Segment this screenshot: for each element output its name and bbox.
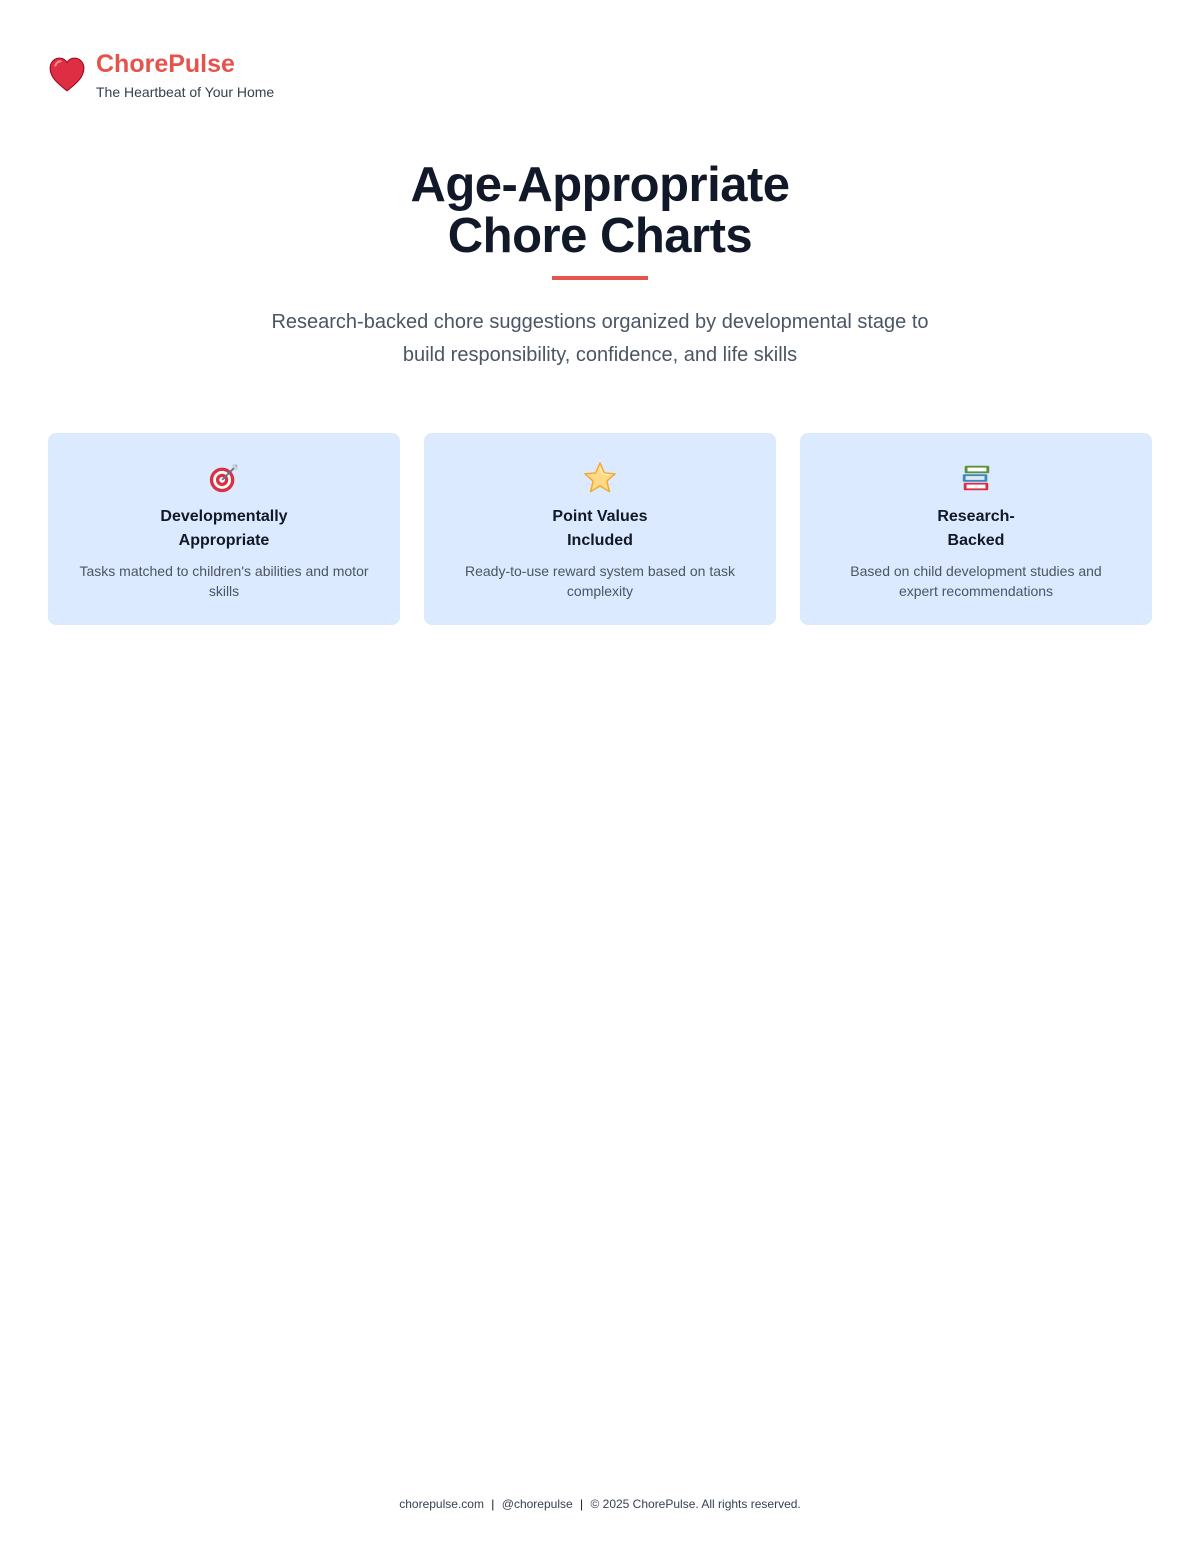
page-title-line-2: Chore Charts	[447, 209, 753, 263]
page-title	[0, 160, 1200, 262]
feature-title-line-1: Developmentally	[160, 508, 288, 525]
feature-description: Based on child development studies and expert recommendations	[850, 563, 1102, 599]
brand-name[interactable]: ChorePulse	[96, 50, 235, 78]
feature-title-line-2: Appropriate	[178, 532, 270, 549]
feature-title	[144, 505, 304, 553]
footer-website-link[interactable]: chorepulse.com	[399, 1497, 484, 1511]
page-subtitle: Research-backed chore suggestions organized by developmental stage to build responsibility, confidence, and life skills	[271, 311, 929, 366]
hero-section	[0, 160, 1200, 372]
title-divider	[552, 276, 648, 280]
footer-separator: |	[491, 1497, 495, 1511]
feature-description: Ready-to-use reward system based on task complexity	[464, 563, 735, 599]
books-icon	[959, 461, 993, 495]
feature-title-line-1: Research-	[937, 508, 1015, 525]
target-icon	[207, 461, 241, 495]
footer-separator: |	[580, 1497, 584, 1511]
page-footer	[0, 1495, 1200, 1513]
brand-header	[48, 50, 274, 101]
feature-description: Tasks matched to children's abilities and motor skills	[79, 563, 369, 599]
features-row	[48, 433, 1152, 625]
page-title-line-1: Age-Appropriate	[410, 158, 790, 212]
heart-icon	[48, 56, 86, 94]
brand-tagline: The Heartbeat of Your Home	[96, 84, 275, 100]
feature-title-line-2: Included	[567, 532, 633, 549]
feature-title	[896, 505, 1056, 553]
feature-card-point-values	[424, 433, 776, 625]
feature-card-developmentally-appropriate	[48, 433, 400, 625]
footer-social-handle[interactable]: @chorepulse	[501, 1497, 573, 1511]
feature-title-line-1: Point Values	[552, 508, 648, 525]
footer-copyright: © 2025 ChorePulse. All rights reserved.	[590, 1497, 801, 1511]
feature-card-research-backed	[800, 433, 1152, 625]
feature-title	[520, 505, 680, 553]
feature-title-line-2: Backed	[947, 532, 1005, 549]
star-icon	[583, 461, 617, 495]
